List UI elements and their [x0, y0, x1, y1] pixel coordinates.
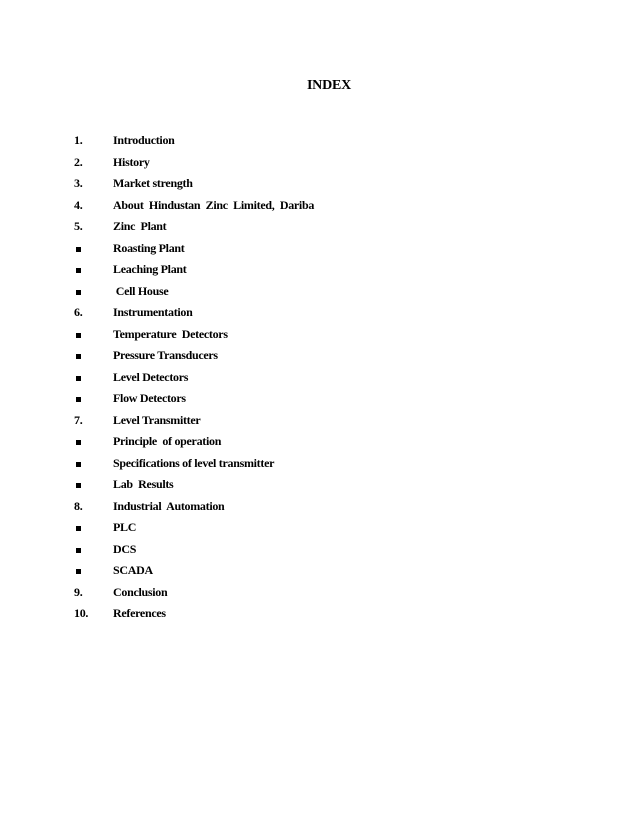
toc-number: 8. [74, 498, 83, 513]
square-bullet-icon [76, 354, 81, 359]
toc-label: Lab Results [113, 477, 174, 492]
toc-bullet-marker [74, 262, 113, 277]
toc-number: 7. [74, 412, 83, 427]
toc-bullet-marker [74, 327, 113, 342]
toc-label: Roasting Plant [113, 240, 185, 255]
toc-label: Level Transmitter [113, 412, 201, 427]
toc-label: Flow Detectors [113, 391, 186, 406]
toc-entry [74, 453, 574, 475]
toc-number: 5. [74, 219, 83, 234]
toc-label: SCADA [113, 563, 153, 578]
toc-label: History [113, 154, 150, 169]
toc-bullet-marker [74, 542, 113, 557]
toc-label: Market strength [113, 176, 193, 191]
toc-bullet-marker [74, 477, 113, 492]
toc-number: 1. [74, 133, 83, 148]
square-bullet-icon [76, 333, 81, 338]
toc-entry [74, 302, 574, 324]
toc-entry [74, 517, 574, 539]
toc-entry [74, 238, 574, 260]
toc-entry [74, 539, 574, 561]
toc-label: Specifications of level transmitter [113, 455, 275, 470]
toc-entry [74, 130, 574, 152]
toc-label: Conclusion [113, 584, 168, 599]
toc-label: Zinc Plant [113, 219, 167, 234]
toc-bullet-marker [74, 241, 113, 256]
toc-entry [74, 410, 574, 432]
square-bullet-icon [76, 483, 81, 488]
toc-entry [74, 195, 574, 217]
toc-number: 6. [74, 305, 83, 320]
toc-entry [74, 259, 574, 281]
square-bullet-icon [76, 290, 81, 295]
toc-number: 4. [74, 197, 83, 212]
square-bullet-icon [76, 247, 81, 252]
toc-entry [74, 281, 574, 303]
toc-bullet-marker [74, 370, 113, 385]
toc-entry [74, 388, 574, 410]
toc-label: Pressure Transducers [113, 348, 218, 363]
toc-bullet-marker [74, 348, 113, 363]
square-bullet-icon [76, 376, 81, 381]
toc-label: Level Detectors [113, 369, 189, 384]
toc-label: Introduction [113, 133, 175, 148]
toc-entry [74, 496, 574, 518]
toc-entry [74, 367, 574, 389]
toc-label: PLC [113, 520, 137, 535]
square-bullet-icon [76, 268, 81, 273]
toc-label: References [113, 606, 166, 621]
toc-label: About Hindustan Zinc Limited, Dariba [113, 197, 315, 212]
square-bullet-icon [76, 548, 81, 553]
toc-number: 2. [74, 154, 83, 169]
toc-label: Instrumentation [113, 305, 193, 320]
square-bullet-icon [76, 397, 81, 402]
toc-bullet-marker [74, 284, 113, 299]
toc-label: DCS [113, 541, 137, 556]
toc-entry [74, 474, 574, 496]
toc-label: Industrial Automation [113, 498, 225, 513]
toc-entry [74, 345, 574, 367]
toc-label: Principle of operation [113, 434, 222, 449]
toc-entry [74, 603, 574, 625]
square-bullet-icon [76, 569, 81, 574]
toc-entry [74, 582, 574, 604]
toc-bullet-marker [74, 391, 113, 406]
toc-entry [74, 216, 574, 238]
toc-entry [74, 560, 574, 582]
square-bullet-icon [76, 440, 81, 445]
page-title [0, 78, 638, 94]
toc-entry [74, 324, 574, 346]
toc-label: Leaching Plant [113, 262, 187, 277]
toc-entry [74, 431, 574, 453]
table-of-contents [74, 130, 574, 625]
toc-number: 9. [74, 584, 83, 599]
toc-label: Cell House [113, 283, 169, 298]
toc-bullet-marker [74, 456, 113, 471]
square-bullet-icon [76, 526, 81, 531]
toc-bullet-marker [74, 520, 113, 535]
toc-label: Temperature Detectors [113, 326, 228, 341]
toc-number: 3. [74, 176, 83, 191]
toc-entry [74, 152, 574, 174]
toc-entry [74, 173, 574, 195]
index-heading: INDEX [306, 78, 352, 93]
toc-bullet-marker [74, 434, 113, 449]
toc-number: 10. [74, 606, 89, 621]
toc-bullet-marker [74, 563, 113, 578]
square-bullet-icon [76, 462, 81, 467]
